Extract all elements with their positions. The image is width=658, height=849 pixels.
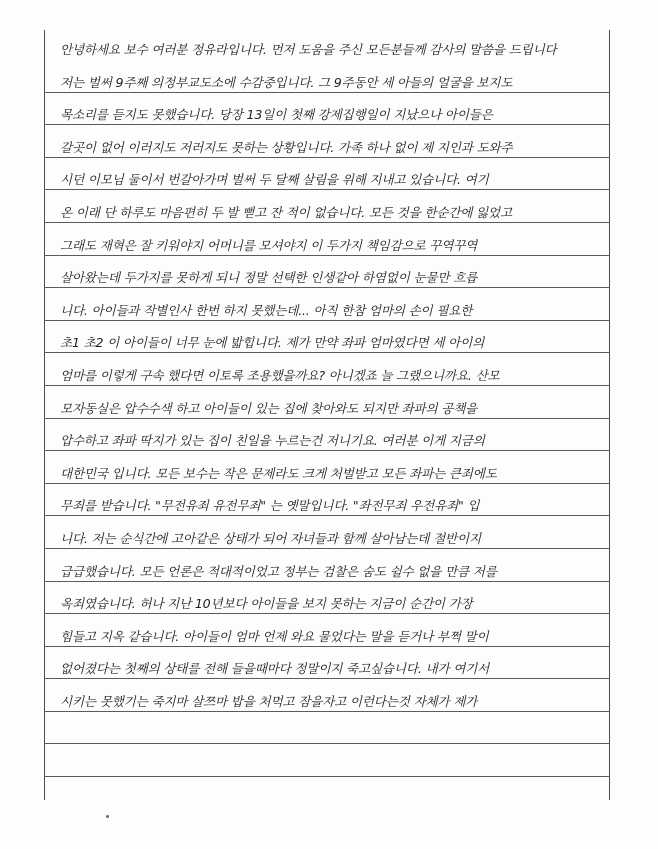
letter-line: 살아왔는데 두가지를 못하게 되니 정말 선택한 인생같아 하염없이 눈물만 흐릅 <box>60 270 478 286</box>
letter-line: 모자동실은 압수수색 하고 아이들이 있는 집에 찾아와도 되지만 좌파의 공책을 <box>60 400 478 416</box>
letter-line: 옥죄였습니다. 허나 지난 10년보다 아이들을 보지 못하는 지금이 순간이 가장 <box>60 596 473 612</box>
letter-line: 안녕하세요 보수 여러분 정유라입니다. 먼저 도움을 주신 모든분들께 감사의 말씀을 드립니다 <box>60 42 557 57</box>
letter-line: 무죄를 받습니다. "무전유죄 유전무죄" 는 옛말입니다. "좌전무죄 우전유죄" 입 <box>60 498 480 514</box>
letter-line: 온 이래 단 하루도 마음편히 두 발 뻗고 잔 적이 없습니다. 모든 것을 한순간에 잃었고 <box>60 204 512 220</box>
letter-line: 급급했습니다. 모든 언론은 적대적이었고 정부는 검찰은 숨도 쉴수 없을 만큼 저를 <box>60 563 497 579</box>
page-speck <box>106 815 109 818</box>
letter-line: 갈곳이 없어 이러지도 저러지도 못하는 상황입니다. 가족 하나 없이 제 지인과 도와주 <box>60 139 513 155</box>
handwritten-letter <box>60 34 600 718</box>
letter-line: 엄마를 이렇게 구속 했다면 이토록 조용했을까요? 아니겠죠 늘 그랬으니까요. 산모 <box>60 367 500 383</box>
letter-line: 시키는 못했기는 죽지마 살쯔마 밥을 처먹고 잠을자고 이런다는것 자체가 제가 <box>60 693 478 709</box>
letter-line: 목소리를 듣지도 못했습니다. 당장 13일이 첫째 강제집행일이 지났으나 아이들은 <box>60 107 493 123</box>
letter-line: 없어졌다는 첫째의 상태를 전해 들을때마다 정말이지 죽고싶습니다. 내가 여기서 <box>60 661 490 677</box>
letter-line: 그래도 재혁은 잘 키워야지 어머니를 모셔야지 이 두가지 책임감으로 꾸역꾸역 <box>60 237 478 253</box>
letter-line: 시던 이모님 둘이서 번갈아가며 벌써 두 달째 살림을 위해 지내고 있습니다. 여기 <box>60 172 489 188</box>
letter-line: 니다. 저는 순식간에 고아같은 상태가 되어 자녀들과 함께 살아남는데 절반이지 <box>60 530 481 546</box>
letter-line: 대한민국 입니다. 모든 보수는 작은 문제라도 크게 처벌받고 모든 좌파는 큰죄에도 <box>60 465 497 481</box>
letter-line: 초1 초2 이 아이들이 너무 눈에 밟힙니다. 제가 만약 좌파 엄마였다면 세 아이의 <box>60 335 485 351</box>
letter-line: 니다. 아이들과 작별인사 한번 하지 못했는데... 아직 한참 엄마의 손이 필요한 <box>60 302 473 318</box>
letter-line: 힘들고 지옥 같습니다. 아이들이 엄마 언제 와요 물었다는 말을 듣거나 부쩍 말이 <box>60 628 489 644</box>
letter-line: 저는 벌써 9주째 의정부교도소에 수감중입니다. 그 9주동안 세 아들의 얼굴을 보지도 <box>60 74 513 90</box>
letter-line: 압수하고 좌파 딱지가 있는 집이 친일을 누르는건 저니기요. 여러분 이게 지금의 <box>60 433 485 449</box>
rule-line <box>44 744 610 777</box>
